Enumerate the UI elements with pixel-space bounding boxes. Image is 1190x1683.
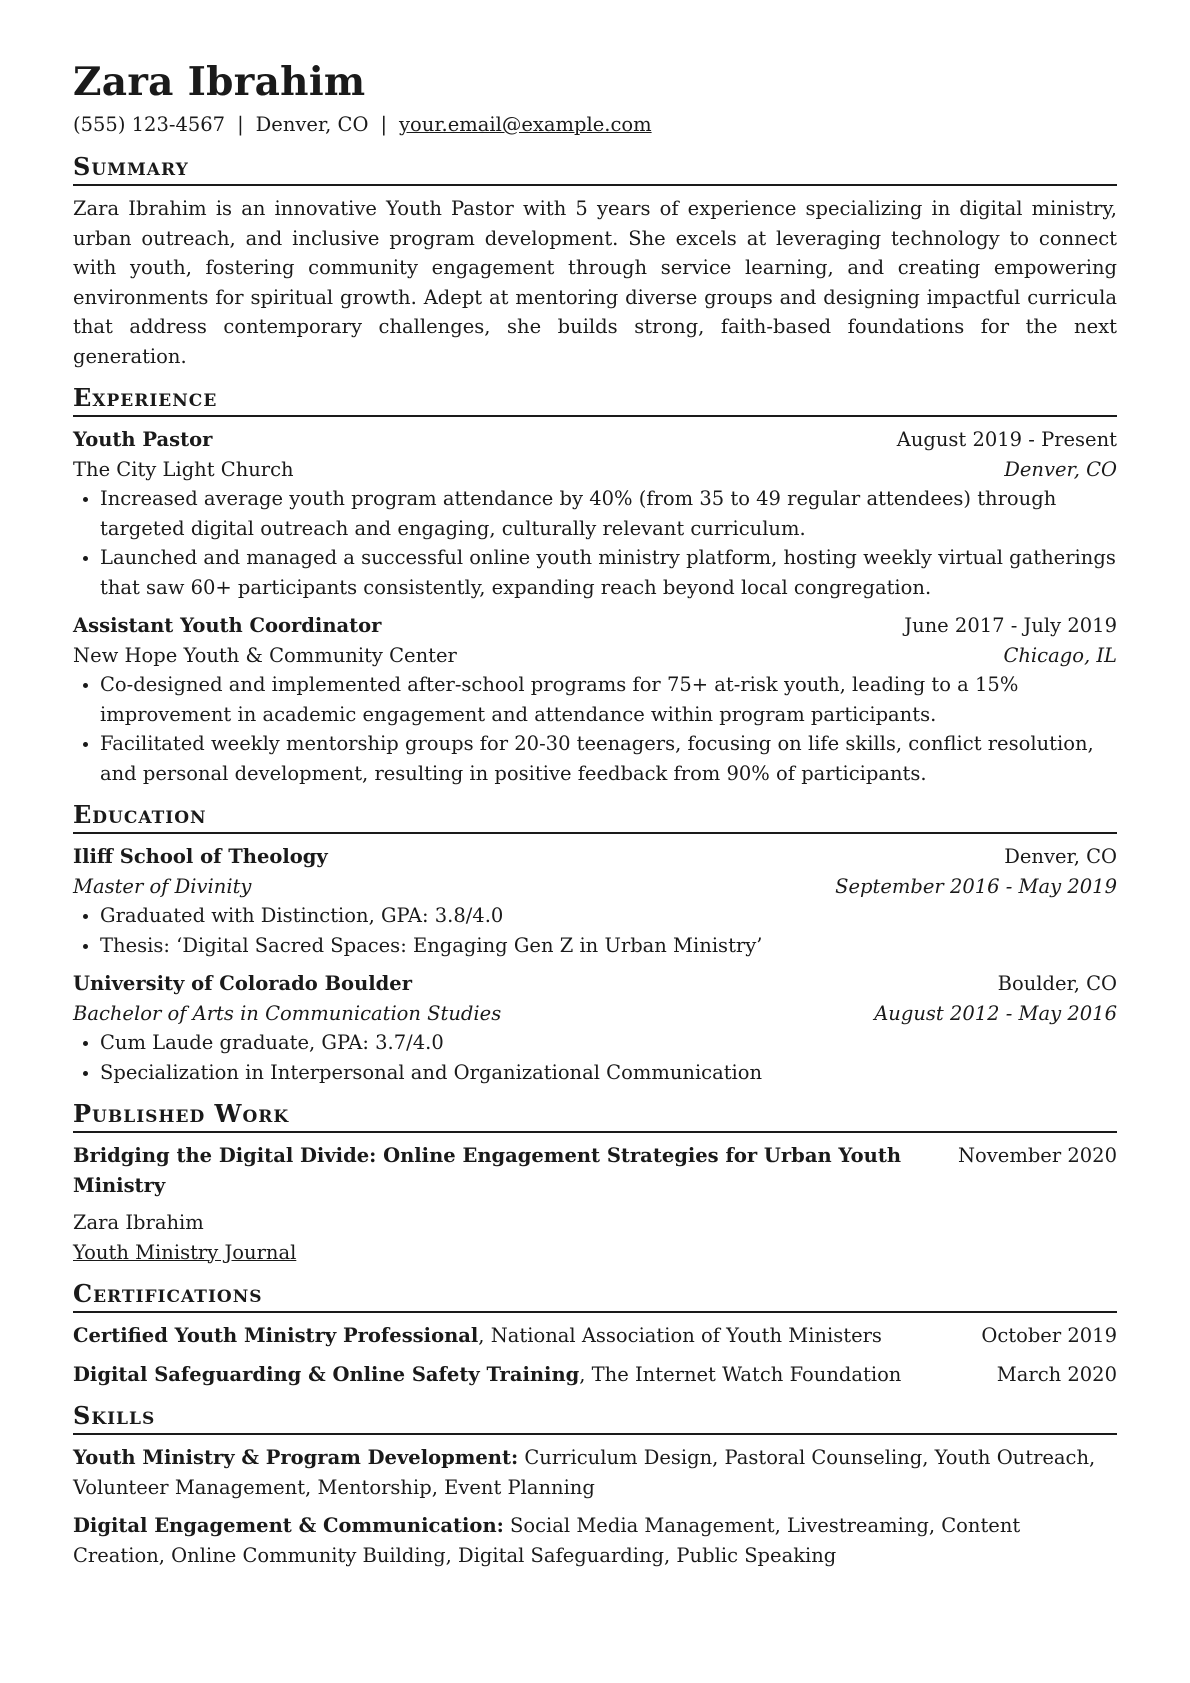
publication-entry [73, 1141, 1117, 1267]
school-name: Iliff School of Theology [73, 845, 328, 868]
location-text: Denver, CO [255, 113, 369, 136]
job-location: Chicago, IL [1003, 643, 1117, 667]
skill-list: Social Media Management, Livestreaming, Content Creation, Online Community Building, Digital Safeguarding, Public Speaking [73, 1514, 1021, 1567]
candidate-name: Zara Ibrahim [73, 59, 366, 105]
employer: New Hope Youth & Community Center [73, 643, 457, 667]
certification-item [73, 1360, 1117, 1390]
contact-line [73, 110, 1117, 140]
certification-name: Digital Safeguarding & Online Safety Training [73, 1362, 580, 1386]
job-bullets [73, 484, 1117, 602]
certification-date: October 2019 [981, 1324, 1117, 1347]
employer: The City Light Church [73, 457, 294, 481]
school-name: University of Colorado Boulder [73, 972, 412, 995]
phone-number: (555) 123-4567 [73, 113, 226, 136]
job-dates: August 2019 - Present [896, 428, 1117, 451]
journal-link[interactable]: Youth Ministry Journal [73, 1240, 297, 1264]
education-dates: September 2016 - May 2019 [835, 874, 1117, 898]
certification-issuer: , The Internet Watch Foundation [579, 1362, 902, 1386]
experience-heading: Experience [73, 383, 1117, 417]
bullet-item: • Facilitated weekly mentorship groups for 20-30 teenagers, focusing on life skills, conflict resolution, and personal development, resulting in positive feedback from 90% of participants. [100, 729, 1117, 788]
certification-date: March 2020 [996, 1362, 1117, 1386]
contact-separator: | [237, 113, 244, 136]
certification-item [73, 1321, 1117, 1351]
certifications-heading: Certifications [73, 1279, 1117, 1313]
education-dates: August 2012 - May 2016 [874, 1001, 1117, 1025]
publication-date: November 2020 [957, 1144, 1117, 1167]
skills-heading: Skills [73, 1401, 1117, 1435]
education-entry [73, 842, 1117, 960]
publication-author: Zara Ibrahim [73, 1211, 204, 1234]
bullet-item: • Increased average youth program attendance by 40% (from 35 to 49 regular attendees) through targeted digital outreach and engaging, culturally relevant curriculum. [100, 484, 1117, 543]
job-title: Assistant Youth Coordinator [73, 614, 382, 637]
experience-entry [73, 425, 1117, 602]
skill-category: Digital Engagement & Communication: [73, 1514, 504, 1537]
bullet-item: • Thesis: ‘Digital Sacred Spaces: Engaging Gen Z in Urban Ministry’ [100, 931, 1117, 961]
bullet-item: • Graduated with Distinction, GPA: 3.8/4.0 [100, 901, 1117, 931]
experience-entry [73, 611, 1117, 788]
degree: Bachelor of Arts in Communication Studies [73, 1001, 502, 1025]
skill-group [73, 1511, 1117, 1570]
education-bullets [73, 901, 1117, 960]
publication-title: Bridging the Digital Divide: Online Engagement Strategies for Urban Youth Ministry [73, 1144, 902, 1197]
summary-heading: Summary [73, 152, 1117, 186]
email-link[interactable]: your.email@example.com [399, 113, 652, 136]
published-heading: Published Work [73, 1099, 1117, 1133]
skill-list: Curriculum Design, Pastoral Counseling, Youth Outreach, Volunteer Management, Mentorship, Event Planning [73, 1446, 1096, 1499]
education-heading: Education [73, 800, 1117, 834]
bullet-item: • Launched and managed a successful online youth ministry platform, hosting weekly virtual gatherings that saw 60+ participants consistently, expanding reach beyond local congregation. [100, 543, 1117, 602]
school-location: Boulder, CO [997, 972, 1117, 995]
certification-name: Certified Youth Ministry Professional [73, 1324, 479, 1347]
bullet-item: • Co-designed and implemented after-school programs for 75+ at-risk youth, leading to a 15% improvement in academic engagement and attendance within program participants. [100, 670, 1117, 729]
degree: Master of Divinity [73, 874, 252, 898]
job-title: Youth Pastor [73, 428, 213, 451]
bullet-item: • Cum Laude graduate, GPA: 3.7/4.0 [100, 1028, 1117, 1058]
job-location: Denver, CO [1004, 457, 1117, 481]
school-location: Denver, CO [1004, 845, 1117, 868]
skill-group [73, 1443, 1117, 1502]
bullet-item: • Specialization in Interpersonal and Organizational Communication [100, 1058, 1117, 1088]
job-dates: June 2017 - July 2019 [904, 614, 1117, 637]
education-entry [73, 969, 1117, 1087]
summary-text: Zara Ibrahim is an innovative Youth Pastor with 5 years of experience specializing in digital ministry, urban outreach, and inclusive program development. She excels at leveraging technology to connect with youth, fostering community engagement through service learning, and creating empowering environments for spiritual growth. Adept at mentoring diverse groups and designing impactful curricula that address contemporary challenges, she builds strong, faith-based foundations for the next generation. [73, 197, 1117, 368]
certification-issuer: , National Association of Youth Ministers [478, 1324, 882, 1347]
job-bullets [73, 670, 1117, 788]
education-bullets [73, 1028, 1117, 1087]
skill-category: Youth Ministry & Program Development: [73, 1446, 519, 1469]
contact-separator: | [380, 113, 388, 136]
